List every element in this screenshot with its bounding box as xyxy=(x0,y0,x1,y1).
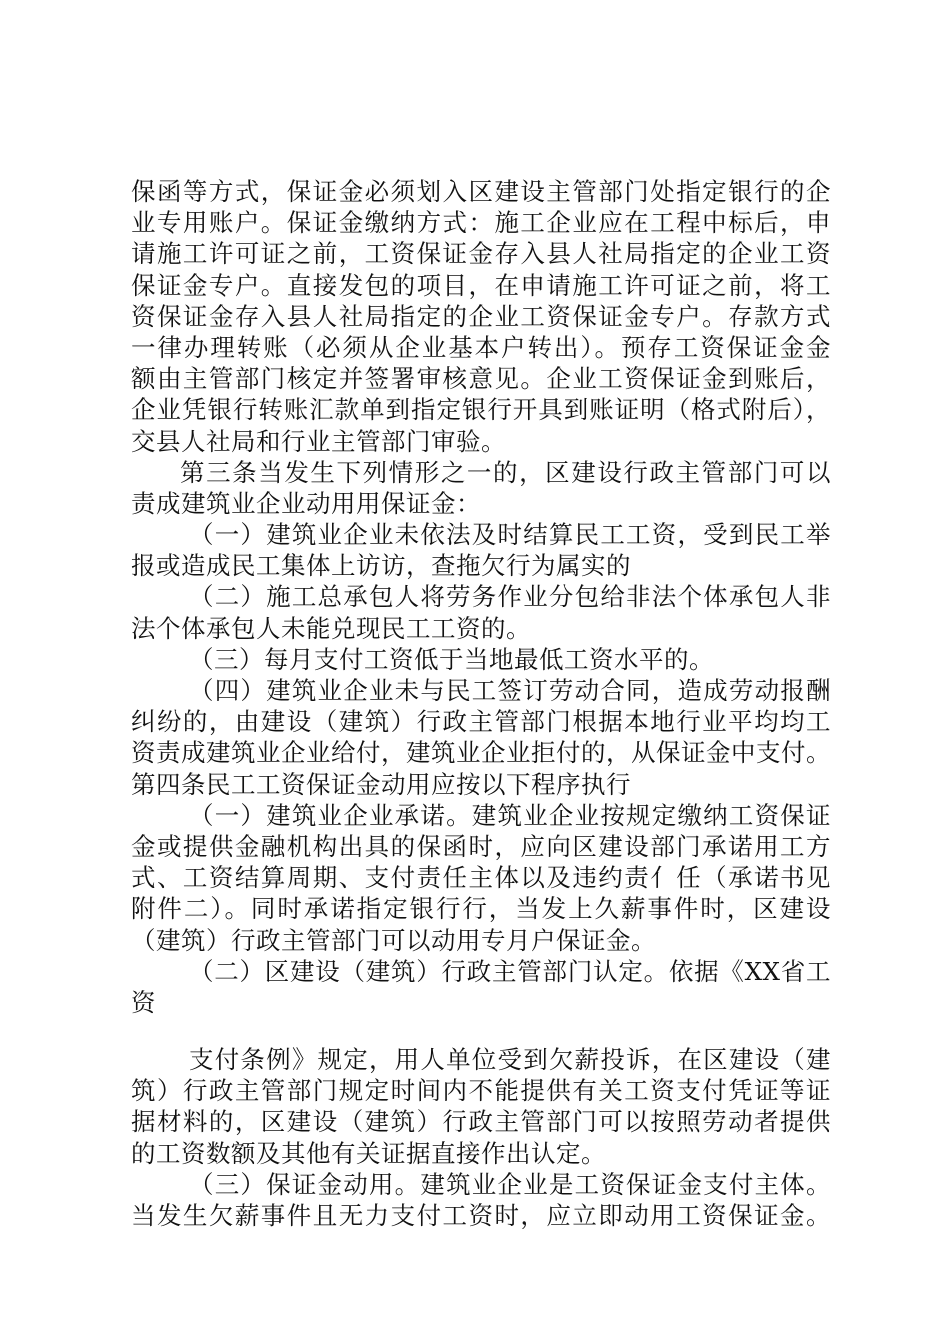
paragraph-line: （四）建筑业企业未与民工签订劳动合同，造成劳动报酬 xyxy=(189,676,831,705)
paragraph-line: 保证金专户。直接发包的项目，在申请施工许可证之前，将工 xyxy=(131,270,831,300)
paragraph-line: （一）建筑业企业未依法及时结算民工工资，受到民工举 xyxy=(189,520,831,550)
paragraph-line: 企业凭银行转账汇款单到指定银行开具到账证明（格式附后）， xyxy=(131,395,831,425)
paragraph-line: 资保证金存入县人社局指定的企业工资保证金专户。存款方式 xyxy=(131,301,831,331)
paragraph-line: 筑）行政主管部门规定时间内不能提供有关工资支付凭证等证 xyxy=(131,1076,831,1106)
paragraph-line: 金或提供金融机构出具的保函时，应向区建设部门承诺用工方 xyxy=(131,831,831,861)
paragraph-line: 附件二）。同时承诺指定银行行，当发上久薪事件时，区建设 xyxy=(131,894,831,924)
paragraph-line: 式、工资结算周期、支付责任主体以及违约责亻任（承诺书见 xyxy=(131,863,831,893)
paragraph-line: 第四条民工工资保证金动用应按以下程序执行 xyxy=(131,769,631,799)
paragraph-line: 额由主管部门核定并签署审核意见。企业工资保证金到账后， xyxy=(131,364,831,394)
document-body xyxy=(131,176,831,1231)
paragraph-line: 支付条例》规定，用人单位受到欠薪投诉，在区建设（建 xyxy=(189,1045,831,1075)
paragraph-line: （三）保证金动用。建筑业企业是工资保证金支付主体。 xyxy=(189,1169,831,1199)
paragraph-line: 请施工许可证之前，工资保证金存入县人社局指定的企业工资 xyxy=(131,239,831,269)
paragraph-line: 法个体承包人未能兑现民工工资的。 xyxy=(131,613,531,643)
paragraph-line: （二）区建设（建筑）行政主管部门认定。依据《XX省工 xyxy=(189,956,831,986)
paragraph-line: 业专用账户。保证金缴纳方式：施工企业应在工程中标后，申 xyxy=(131,208,831,238)
paragraph-line: 当发生欠薪事件且无力支付工资时，应立即动用工资保证金。 xyxy=(131,1201,831,1230)
paragraph-line: 保函等方式，保证金必须划入区建设主管部门处指定银行的企 xyxy=(131,177,831,206)
paragraph-line: 一律办理转账（必须从企业基本户转出）。预存工资保证金金 xyxy=(131,332,831,362)
paragraph-line: （一）建筑业企业承诺。建筑业企业按规定缴纳工资保证 xyxy=(189,800,831,830)
paragraph-line: （三）每月支付工资低于当地最低工资水平的。 xyxy=(189,644,714,674)
paragraph-line: 报或造成民工集体上访访，查拖欠行为属实的 xyxy=(131,551,631,581)
paragraph-line: 的工资数额及其他有关证据直接作出认定。 xyxy=(131,1138,606,1168)
paragraph-line: 资责成建筑业企业给付，建筑业企业拒付的，从保证金中支付。 xyxy=(131,738,831,768)
paragraph-line: （二）施工总承包人将劳务作业分包给非法个体承包人非 xyxy=(189,582,831,612)
paragraph-line: （建筑）行政主管部门可以动用专月户保证金。 xyxy=(131,925,656,955)
line-gap xyxy=(131,1018,831,1044)
paragraph-line: 资 xyxy=(131,987,156,1017)
paragraph-line: 交县人社局和行业主管部门审验。 xyxy=(131,426,506,456)
paragraph-line: 纠纷的，由建设（建筑）行政主管部门根据本地行业平均均工 xyxy=(131,707,831,737)
paragraph-line: 据材料的，区建设（建筑）行政主管部门可以按照劳动者提供 xyxy=(131,1107,831,1137)
paragraph-line: 责成建筑业企业动用用保证金： xyxy=(131,488,481,518)
paragraph-line: 第三条当发生下列情形之一的，区建设行政主管部门可以 xyxy=(180,457,831,487)
